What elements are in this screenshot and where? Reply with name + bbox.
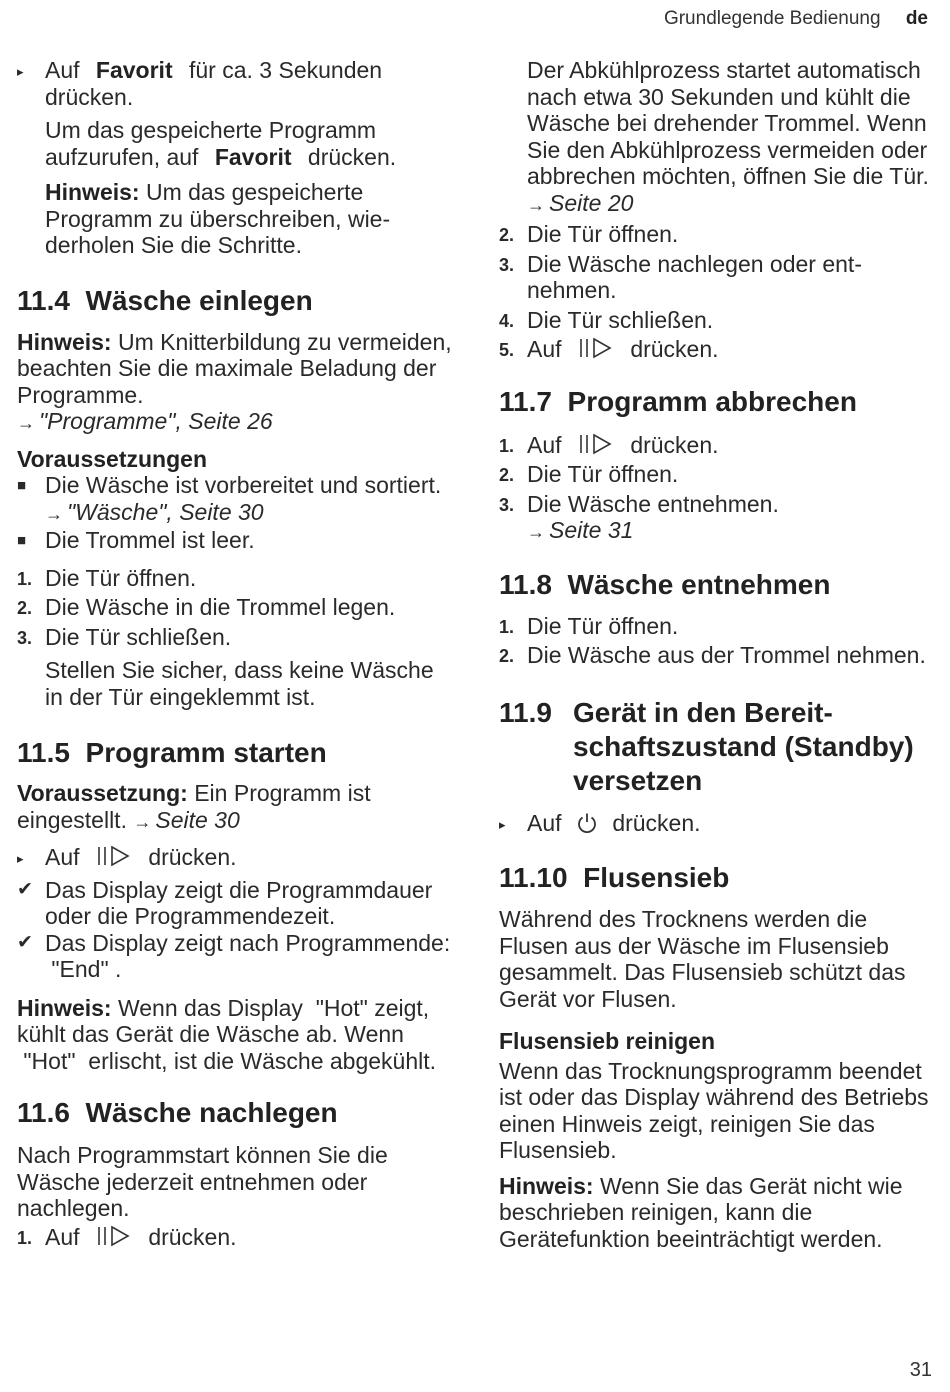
start-pause-icon <box>578 433 614 455</box>
header-section: Grundlegende Bedienung <box>663 8 881 29</box>
flusensieb-intro: Während des Trocknens werden die Flusen aus der Wäsche im Flusensieb gesammelt. Das Flusensieb schützt das Gerät vor Flusen. <box>499 906 906 1012</box>
section-11-8-title: 11.8 Wäsche entnehmen <box>499 568 831 600</box>
standby-step: ▸ Auf drücken. <box>499 810 931 837</box>
arrow-right-icon: → <box>527 522 545 542</box>
cross-reference[interactable]: → Seite 20 <box>527 189 634 216</box>
section-11-5-hint: Hinweis: Wenn das Display "Hot" zeigt, kühlt das Gerät die Wäsche ab. Wenn "Hot" erlischt, ist die Wäsche abgekühlt. <box>17 994 437 1074</box>
section-11-5-title: 11.5 Programm starten <box>17 737 327 768</box>
favorit-key: Favorit <box>95 57 173 83</box>
action-triangle-icon: ▸ <box>17 64 24 79</box>
step-item: 2. Die Wäsche in die Trommel legen. <box>17 594 396 620</box>
prerequisites-title: Voraussetzungen <box>17 445 207 472</box>
section-11-4-hint: Hinweis: Um Knitterbildung zu vermeiden, beachten Sie die maximale Beladung der Programme. → "Programme", Seite 26 <box>17 328 452 434</box>
arrow-right-icon: → <box>45 503 63 524</box>
flusensieb-hint: Hinweis: Wenn Sie das Gerät nicht wie beschrieben reinigen, kann die Gerätefunktion beeinträchtigt werden. <box>499 1172 903 1252</box>
checkmark-icon: ✔ <box>17 931 33 953</box>
section-11-10-title: 11.10 Flusensieb <box>499 862 730 893</box>
section-11-6-title: 11.6 Wäsche nachlegen <box>17 1097 338 1128</box>
step-item: 4. Die Tür schließen. <box>499 306 714 333</box>
step-item: 2. Die Tür öffnen. <box>499 221 679 247</box>
page-number: 31 <box>909 1359 932 1381</box>
step-item: 1. Die Tür öffnen. <box>499 612 679 639</box>
step-item: 5. Auf drücken. <box>499 336 719 362</box>
cross-reference[interactable]: → "Wäsche", Seite 30 <box>45 498 264 525</box>
favorite-hint: Hinweis: Um das gespeicherte Programm zu überschreiben, wiederholen Sie die Schritte. <box>45 179 391 258</box>
start-pause-icon <box>96 845 132 867</box>
start-pause-icon <box>578 337 614 359</box>
page-header <box>664 8 928 30</box>
step-note: Stellen Sie sicher, dass keine Wäsche in der Tür eingeklemmt ist. <box>45 657 434 710</box>
start-step: ▸ Auf drücken. <box>17 844 457 871</box>
flusensieb-cleaning-text: Wenn das Trocknungsprogramm beendet ist oder das Display während des Betriebs einen Hinweis zeigt, reinigen Sie das Flusensieb. <box>499 1057 929 1163</box>
power-icon <box>576 812 598 834</box>
step-item: 3. Die Wäsche entnehmen. → Seite 31 <box>499 490 779 543</box>
left-column <box>17 57 457 1250</box>
flusensieb-subtitle: Flusensieb reinigen <box>499 1028 715 1054</box>
step-item: 1. Auf drücken. <box>17 1223 237 1250</box>
result-item: ✔ Das Display zeigt die Programmdauer oder die Programmendezeit. <box>17 876 433 929</box>
prerequisite-item: ■ Die Trommel ist leer. <box>17 527 255 553</box>
step-item: 2. Die Tür öffnen. <box>499 461 679 487</box>
favorite-recall: Um das gespeicherte Programm aufzurufen, auf Favorit drücken. <box>45 117 397 170</box>
square-bullet-icon: ■ <box>17 532 27 549</box>
step-item: 3. Die Wäsche nachlegen oder entnehmen. <box>499 250 862 303</box>
checkmark-icon: ✔ <box>17 878 33 900</box>
action-triangle-icon: ▸ <box>17 851 24 866</box>
section-11-4-title: 11.4 Wäsche einlegen <box>17 284 313 316</box>
arrow-right-icon: → <box>17 413 35 433</box>
section-11-6-intro: Nach Programmstart können Sie die Wäsche jederzeit entnehmen oder nachlegen. <box>17 1142 388 1221</box>
step-item: 3. Die Tür schließen. <box>17 623 232 650</box>
favorite-step: ▸ Auf Favorit für ca. 3 Sekunden drücken. <box>17 57 383 110</box>
step-item: 1. Auf drücken. <box>499 431 719 458</box>
section-11-7-title: 11.7 Programm abbrechen <box>499 385 857 417</box>
square-bullet-icon: ■ <box>17 477 27 494</box>
section-11-9-title: 11.9 Gerät in den Bereitschaftszustand (Standby) versetzen <box>499 696 914 796</box>
cross-reference[interactable]: → Seite 31 <box>527 517 634 543</box>
action-triangle-icon: ▸ <box>499 816 506 832</box>
right-column <box>499 57 931 1252</box>
cooling-text: Der Abkühlprozess startet automatisch nach etwa 30 Sekunden und kühlt die Wäsche bei drehender Trommel. Wenn Sie den Abkühlprozess vermeiden oder abbrechen möchten, öffnen Sie die Tür. → Seite 20 <box>527 57 929 216</box>
section-11-5-prereq: Voraussetzung: Ein Programm ist eingestellt. → Seite 30 <box>17 780 371 833</box>
cross-reference[interactable]: → "Programme", Seite 26 <box>17 408 273 434</box>
step-item: 1. Die Tür öffnen. <box>17 564 197 591</box>
start-pause-icon <box>96 1225 132 1247</box>
result-item: ✔ Das Display zeigt nach Programmende: "End" . <box>17 929 451 982</box>
header-language: de <box>905 8 928 29</box>
favorit-key: Favorit <box>214 143 292 170</box>
prerequisite-item: ■ Die Wäsche ist vorbereitet und sortiert. → "Wäsche", Seite 30 <box>17 472 442 525</box>
arrow-right-icon: → <box>133 811 152 832</box>
arrow-right-icon: → <box>527 194 545 215</box>
step-item: 2. Die Wäsche aus der Trommel nehmen. <box>499 642 926 668</box>
cross-reference[interactable]: → Seite 30 <box>133 806 240 833</box>
